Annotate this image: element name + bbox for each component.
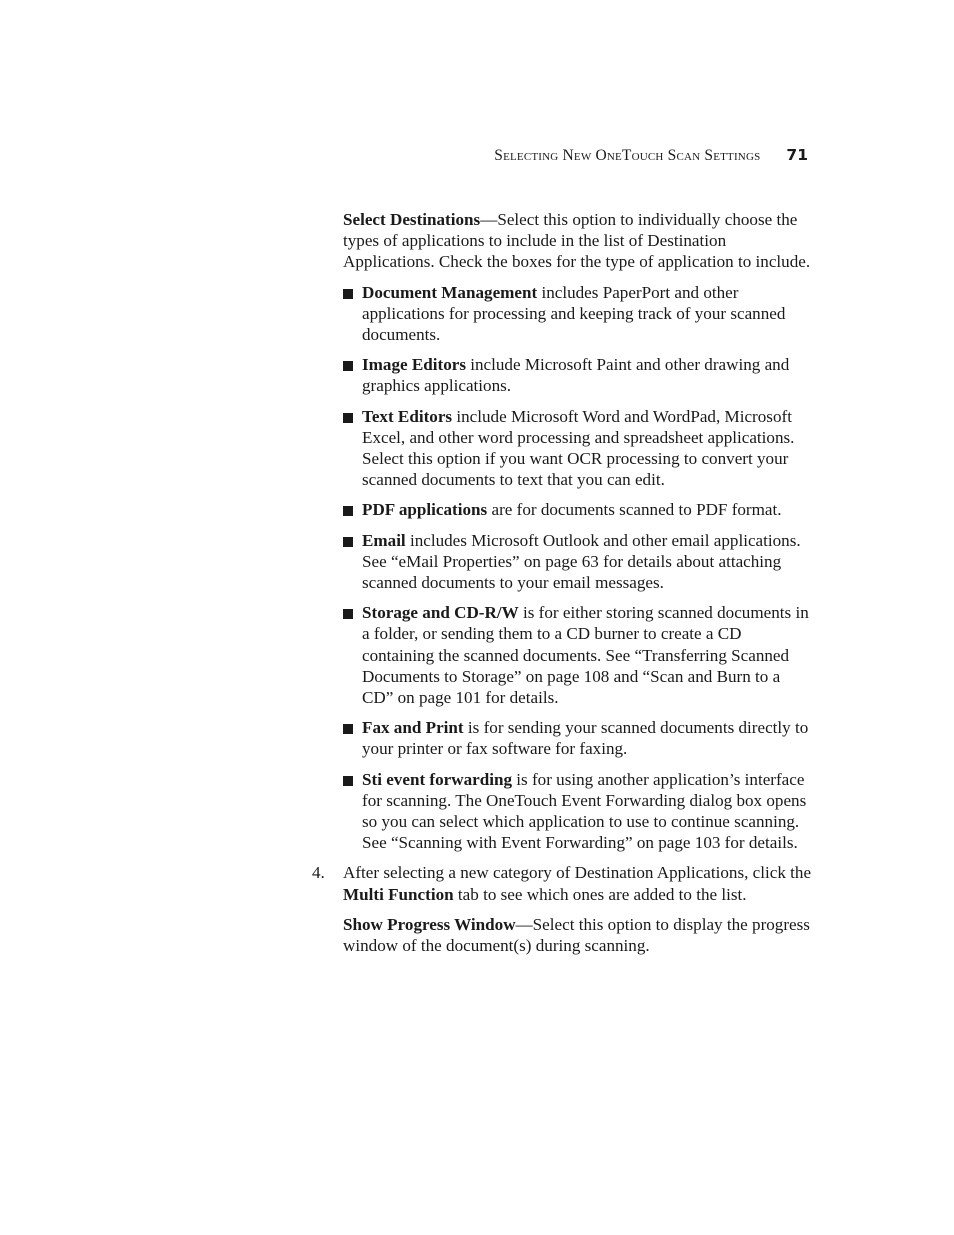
list-item-term: Image Editors [362,355,466,375]
list-item-text: includes Microsoft Outlook and other email applications. See “eMail Properties” on page 63 for details about attaching scanned documents to your email messages. [362,530,801,593]
square-bullet-icon [343,776,353,786]
show-progress-text: —Select this option to display the progress window of the document(s) during scanning. [343,914,810,956]
show-progress-term: Show Progress Window [343,914,516,934]
list-item [343,717,815,759]
square-bullet-icon [343,413,353,423]
step-4 [312,862,815,904]
list-item-term: Email [362,530,406,550]
square-bullet-icon [343,361,353,371]
destination-types-list [343,282,815,854]
step-text-after: tab to see which ones are added to the list. [453,884,747,904]
list-item [343,499,815,520]
list-item [343,354,815,396]
list-item-text: include Microsoft Paint and other drawing and graphics applications. [362,355,790,396]
list-item-term: Text Editors [362,406,453,426]
step-text-before: After selecting a new category of Destination Applications, click the [343,863,812,883]
multi-function-term: Multi Function [343,884,454,904]
list-item [343,282,815,346]
list-item [343,602,815,708]
show-progress-paragraph [343,914,815,956]
select-destinations-term: Select Destinations [343,210,481,229]
list-item-text: is for sending your scanned documents directly to your printer or fax software for faxing. [362,718,809,759]
list-item-term: Sti event forwarding [362,769,513,789]
square-bullet-icon [343,609,353,619]
step-number: 4. [312,863,325,883]
list-item-term: Document Management [362,282,538,302]
list-item-term: Fax and Print [362,718,464,738]
list-item-text: include Microsoft Word and WordPad, Microsoft Excel, and other word processing and spreadsheet applications. Select this option if you want OCR processing to convert your scanned documents to text that you can edit. [362,406,795,490]
list-item [343,769,815,854]
list-item-text: includes PaperPort and other applications for processing and keeping track of your scanned documents. [362,282,786,345]
list-item-text: is for either storing scanned documents in a folder, or sending them to a CD burner to create a CD containing the scanned documents. See “Transferring Scanned Documents to Storage” on page 108 and “Scan and Burn to a CD” on page 101 for details. [362,603,809,708]
page-number: 71 [786,146,808,164]
select-destinations-text: —Select this option to individually choose the types of applications to include in the list of Destination Applications. Check the boxes for the type of application to include. [343,210,811,272]
square-bullet-icon [343,537,353,547]
list-item-text: is for using another application’s interface for scanning. The OneTouch Event Forwarding dialog box opens so you can select which application to use to continue scanning. See “Scanning with Event Forwarding” on page 103 for details. [362,769,807,853]
list-item-term: Storage and CD-R/W [362,603,519,623]
list-item [343,406,815,491]
select-destinations-paragraph [343,209,815,273]
list-item-text: are for documents scanned to PDF format. [487,500,782,520]
square-bullet-icon [343,289,353,299]
header-title: Selecting New OneTouch Scan Settings [494,147,761,164]
running-header [480,146,808,170]
page-body [312,209,815,965]
list-item-term: PDF applications [362,500,488,520]
list-item [343,530,815,594]
square-bullet-icon [343,724,353,734]
square-bullet-icon [343,506,353,516]
